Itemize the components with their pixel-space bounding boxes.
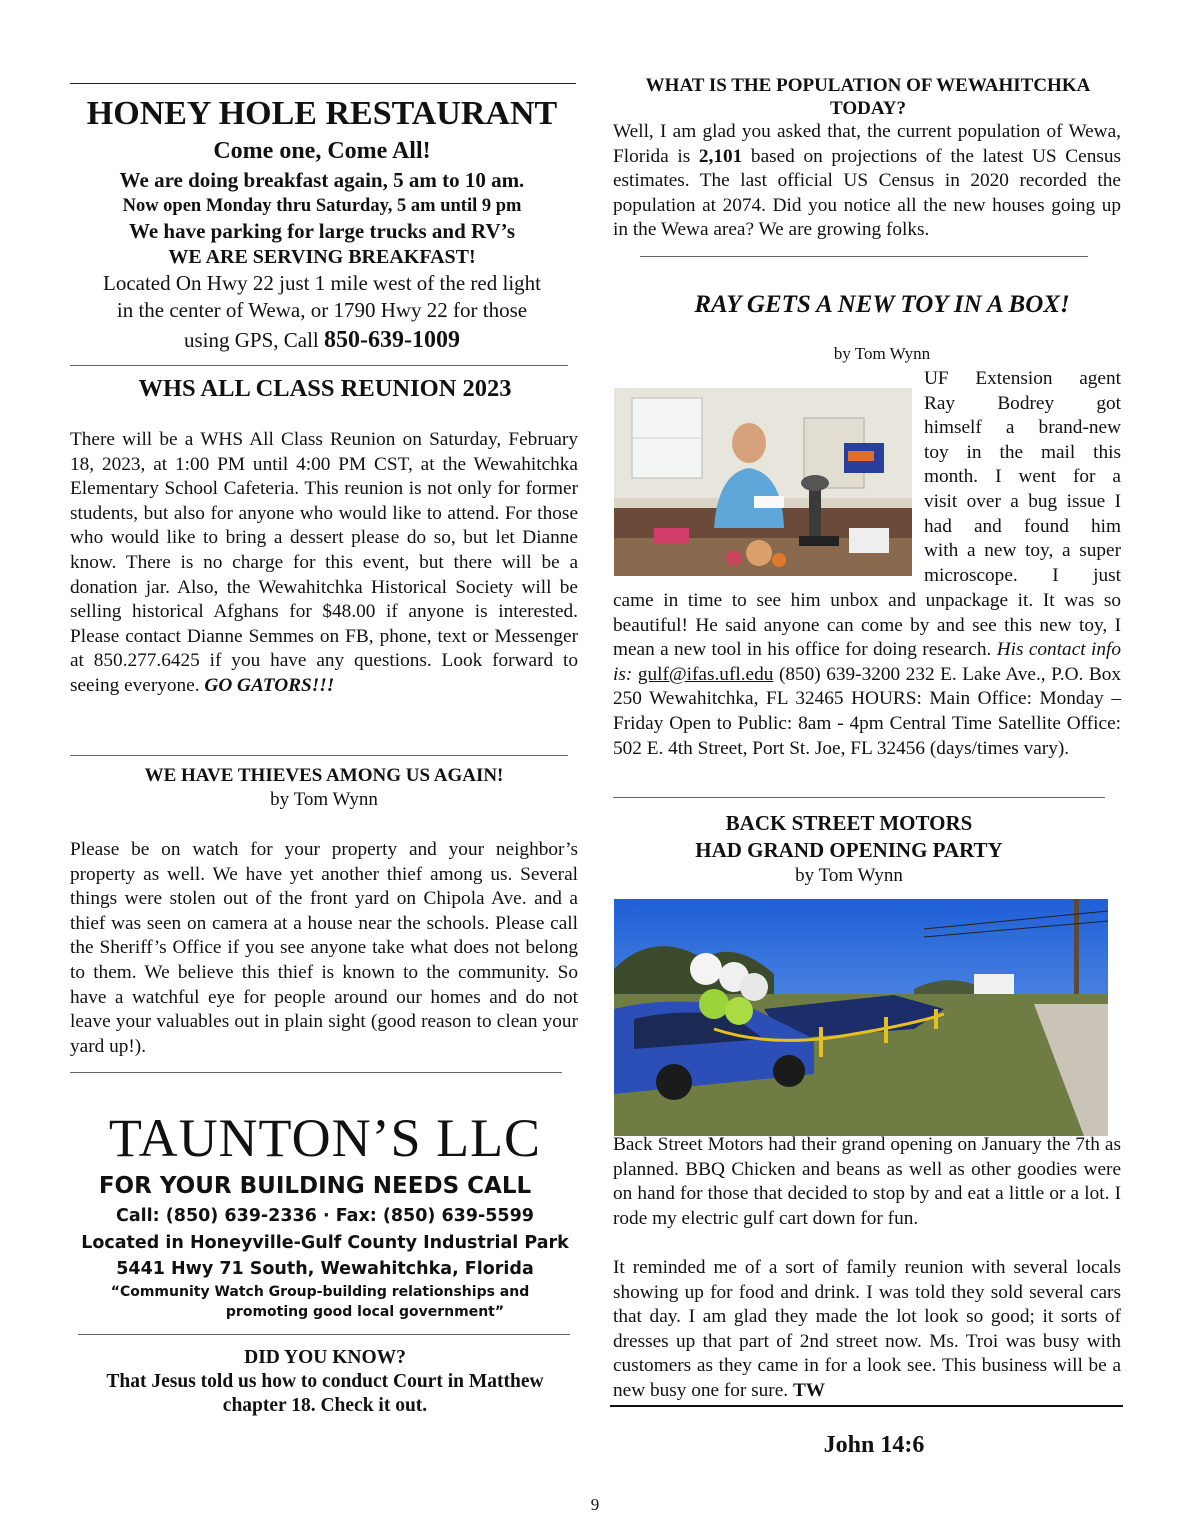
bible-verse: John 14:6 (823, 1432, 925, 1458)
did-you-know-title: DID YOU KNOW? (244, 1347, 406, 1368)
rule-after-population (640, 256, 1088, 257)
back-street-motors-photo (614, 899, 1108, 1136)
tauntons-line4: 5441 Hwy 71 South, Wewahitchka, Florida (116, 1259, 534, 1279)
motors-header (612, 810, 1086, 888)
did-you-know-line1: That Jesus told us how to conduct Court in Matthew (106, 1371, 544, 1392)
tauntons-line3: Located in Honeyville-Gulf County Industrial Park (81, 1233, 569, 1253)
honey-hole-loc3: using GPS, Call (183, 328, 319, 352)
population-body-b: based on projections of the latest US Census estimates. The last official US Census in 2020 recorded the population at 2074. Did you notice all the new houses going up in the Wewa area? We are growing folks. (613, 145, 1121, 241)
ray-side-line: with a new toy, a super (924, 540, 1121, 562)
page-number: 9 (590, 1495, 600, 1514)
population-title-1: WHAT IS THE POPULATION OF WEWAHITCHKA (645, 75, 1091, 96)
ray-side-line: Ray Bodrey got (924, 392, 1121, 414)
thieves-header (70, 764, 578, 812)
thieves-title: WE HAVE THIEVES AMONG US AGAIN! (144, 765, 504, 786)
honey-hole-ad (62, 92, 582, 356)
tauntons-quote1: “Community Watch Group-building relationships and (110, 1284, 530, 1300)
tauntons-quote2: promoting good local government” (225, 1304, 505, 1320)
honey-hole-line5: WE ARE SERVING BREAKFAST! (168, 246, 476, 268)
rule-bottom-right (610, 1405, 1123, 1407)
honey-hole-loc3-line (62, 324, 582, 356)
honey-hole-phone: 850-639-1009 (324, 327, 460, 353)
ray-side-line: UF Extension agent (924, 368, 1121, 389)
tauntons-line1: FOR YOUR BUILDING NEEDS CALL (98, 1173, 532, 1199)
thieves-body: Please be on watch for your property and your neighbor’s property as well. We have yet another thief among us. Several things were stolen out of the front yard on Chipola Ave. and a thief was seen on camera at a house near the schools. Please call the Sheriff’s Office if you see anyone take what does not belong to them. We believe this thief is known to the community. So have a watchful eye for people around our homes and do not leave your valuables out in plain sight (good reason to clean your yard up!). (70, 839, 578, 1057)
tauntons-title: TAUNTON’S LLC (108, 1108, 542, 1168)
top-rule-left (70, 83, 576, 84)
motors-signoff: TW (792, 1379, 826, 1401)
motors-p1: Back Street Motors had their grand opening on January the 7th as planned. BBQ Chicken and beans as well as other goodies were on hand for those that decided to stop by and eat a little or a lot. I rode my electric gulf cart down for fun. (613, 1134, 1121, 1229)
motors-title-2: HAD GRAND OPENING PARTY (695, 838, 1003, 862)
ray-side-text (924, 367, 1121, 588)
motors-byline: by Tom Wynn (795, 865, 903, 886)
rule-before-didyouknow (78, 1334, 570, 1335)
ray-side-line: himself a brand-new (924, 417, 1121, 439)
ray-title: RAY GETS A NEW TOY IN A BOX! (694, 291, 1070, 318)
reunion-closing: GO GATORS!!! (204, 674, 335, 696)
motors-article (613, 1133, 1121, 1404)
honey-hole-loc2: in the center of Wewa, or 1790 Hwy 22 for those (116, 298, 528, 322)
honey-hole-loc1: Located On Hwy 22 just 1 mile west of the red light (103, 271, 541, 295)
honey-hole-line4: We have parking for large trucks and RV’s (128, 219, 516, 243)
population-title (612, 74, 1124, 120)
reunion-body: There will be a WHS All Class Reunion on Saturday, February 18, 2023, at 1:00 PM until 4:00 PM CST, at the Wewahitchka Elementary School Cafeteria. This reunion is not only for former students, but also for anyone who would like to attend. For those who would like to bring a dessert please do so, but let Dianne know. There is no charge for this event, but there will be a donation jar. Also, the Wewahitchka Historical Society will be selling historical Afghans for $48.00 if anyone is interested. Please contact Dianne Semmes on FB, phone, text or Messenger at 850.277.6425 if you have any questions. Look forward to seeing everyone. (70, 429, 578, 696)
ray-email-link[interactable]: gulf@ifas.ufl.edu (637, 663, 774, 685)
did-you-know (70, 1346, 580, 1418)
honey-hole-line3: Now open Monday thru Saturday, 5 am until 9 pm (122, 196, 522, 216)
ray-article (613, 589, 1121, 761)
population-article (613, 120, 1121, 243)
rule-before-tauntons (70, 1072, 562, 1073)
tauntons-line2: Call: (850) 639-2336 · Fax: (850) 639-5599 (116, 1206, 534, 1226)
tauntons-ad (70, 1106, 580, 1322)
rule-before-motors (613, 797, 1105, 798)
motors-p2: It reminded me of a sort of family reunion with several locals showing up for food and drink. I was told they sold several cars that day. I am glad they made the lot look so good; it sorts of dresses up that part of 2nd street now. Ms. Troi was busy with customers as they came in for a look see. This business will be a new busy one for sure. (613, 1256, 1121, 1401)
ray-side-line: microscope. I just (924, 564, 1121, 586)
did-you-know-line2: chapter 18. Check it out. (222, 1395, 428, 1416)
motors-title-1: BACK STREET MOTORS (725, 811, 973, 835)
motors-photo-image (614, 899, 1108, 1136)
ray-photo-image (614, 388, 912, 576)
ray-side-line: toy in the mail this (924, 441, 1121, 463)
honey-hole-line1: Come one, Come All! (213, 138, 431, 164)
honey-hole-title: HONEY HOLE RESTAURANT (86, 95, 558, 132)
ray-byline: by Tom Wynn (833, 344, 931, 363)
rule-after-honey (70, 365, 568, 366)
population-number: 2,101 (698, 145, 743, 167)
ray-side-line: visit over a bug issue I (924, 490, 1121, 512)
ray-side-line: month. I went for a (924, 466, 1121, 488)
ray-contact-label: His contact info is: (613, 639, 1121, 685)
population-body-a: Well, I am glad you asked that, the current population of Wewa, Florida is (613, 121, 1121, 167)
ray-side-line: had and found him (924, 515, 1121, 537)
thieves-article (70, 838, 578, 1059)
ray-body-b: (850) 639-3200 232 E. Lake Ave., P.O. Box 250 Wewahitchka, FL 32465 HOURS: Main Office: Monday – Friday Open to Public: 8am - 4pm Central Time Satellite Office: 502 E. 4th Street, Port St. Joe, FL 32456 (days/times vary). (613, 663, 1121, 759)
ray-microscope-photo (614, 388, 912, 576)
rule-before-thieves (70, 755, 568, 756)
reunion-title: WHS ALL CLASS REUNION 2023 (138, 375, 512, 402)
reunion-article (70, 428, 578, 699)
ray-body-a: came in time to see him unbox and unpackage it. It was so beautiful! He said anyone can come by and see this new toy, I mean a new tool in his office for doing research. (613, 590, 1121, 661)
honey-hole-line2: We are doing breakfast again, 5 am to 10 am. (119, 168, 525, 192)
thieves-byline: by Tom Wynn (270, 789, 378, 810)
population-title-2: TODAY? (829, 98, 907, 119)
